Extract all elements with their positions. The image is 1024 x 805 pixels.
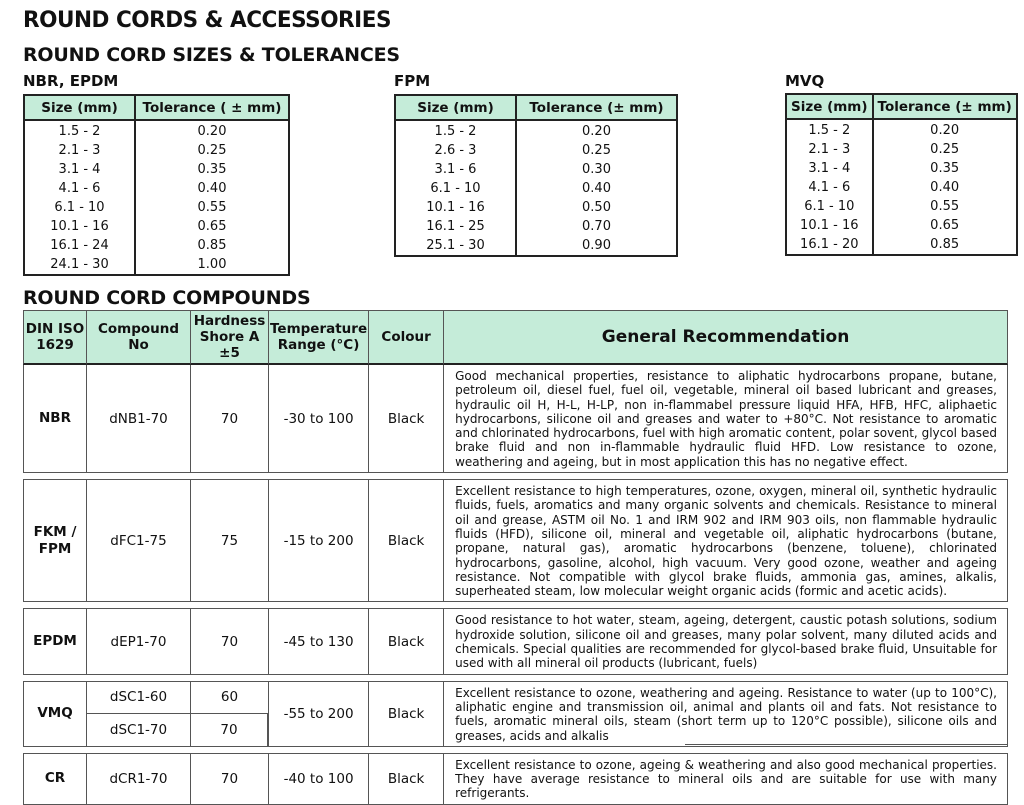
tolerance-cell: 0.90 [516,236,677,256]
table-row [24,141,289,160]
size-cell: 16.1 - 20 [800,237,859,252]
size-cell: 25.1 - 30 [426,238,485,253]
table-row [786,197,1017,216]
tolerance-cell: 0.40 [135,179,289,198]
din-cell: FKM / FPM [23,479,86,602]
table-row [24,198,289,217]
compounds-heading: ROUND CORD COMPOUNDS [23,287,311,309]
size-cell: 16.1 - 25 [426,219,485,234]
tolerance-header: Tolerance ( ± mm) [135,95,289,120]
size-header: Size (mm) [786,94,873,119]
temperature-header: Temperature Range (°C) [268,310,368,365]
size-cell: 10.1 - 16 [800,218,859,233]
colour-cell: Black [368,365,443,473]
table-row [395,179,677,198]
table-row [395,120,677,141]
colour-cell: Black [368,608,443,674]
size-cell: 3.1 - 4 [808,161,851,176]
table-row [24,179,289,198]
table-row [395,141,677,160]
hardness-cell: 70 [190,753,268,805]
tolerance-cell: 0.50 [516,198,677,217]
size-cell: 3.1 - 6 [434,162,477,177]
compound-cell: dEP1-70 [86,608,190,674]
tolerance-cell: 0.55 [135,198,289,217]
table-row [786,159,1017,178]
table-header-row [24,95,289,120]
size-cell: 10.1 - 16 [426,200,485,215]
tolerance-cell: 0.40 [873,178,1017,197]
compound-cell: dSC1-70 [86,714,190,747]
colour-cell: Black [368,681,443,747]
size-cell: 4.1 - 6 [808,180,851,195]
size-cell: 2.1 - 3 [808,142,851,157]
table-row [786,178,1017,197]
tolerance-cell: 0.25 [516,141,677,160]
table-row [24,120,289,141]
tolerance-cell: 0.65 [873,216,1017,235]
nbr-epdm-tolerance-table [23,94,290,276]
tolerance-cell: 1.00 [135,255,289,275]
tolerance-header: Tolerance (± mm) [516,95,677,120]
tolerance-cell: 0.20 [135,120,289,141]
tolerance-cell: 0.65 [135,217,289,236]
table-header-row [23,310,1008,365]
colour-header: Colour [368,310,443,365]
tolerance-cell: 0.35 [873,159,1017,178]
table-header-row [395,95,677,120]
recommendation-cell: Good resistance to hot water, steam, ageing, detergent, caustic potash solutions, sodium hydroxide solution, silicone oil and greases, many polar solvent, many diluted acids and chemicals. Special qualities are recommended for glycol-based brake fluid, Unsuitable for used with all mineral oil products (lubricant, fuels) [443,608,1008,674]
table-row [395,236,677,256]
table-row [23,608,1008,674]
size-cell: 1.5 - 2 [434,124,477,139]
size-cell: 6.1 - 10 [54,200,105,215]
din-cell: CR [23,753,86,805]
recommendation-cell: Excellent resistance to ozone, weathering and ageing. Resistance to water (up to 100°C), aliphatic engine and transmission oil, animal and plants oil and fats. Not resistance to fuels, aromatic mineral oils, steam (short term up to 120°C possible), silicone oils and greases, acids and alkalis [443,681,1008,747]
size-header: Size (mm) [24,95,135,120]
fpm-label: FPM [394,72,431,90]
size-cell: 6.1 - 10 [804,199,855,214]
size-cell: 3.1 - 4 [58,162,101,177]
table-row [24,160,289,179]
table-row [395,217,677,236]
table-row [24,255,289,275]
table-row [23,479,1008,602]
compound-cell: dNB1-70 [86,365,190,473]
table-row [786,235,1017,255]
size-cell: 24.1 - 30 [50,257,109,272]
compounds-table [23,310,1008,805]
size-cell: 16.1 - 24 [50,238,109,253]
tolerance-cell: 0.85 [135,236,289,255]
size-cell: 1.5 - 2 [58,124,101,139]
tolerance-cell: 0.40 [516,179,677,198]
hardness-cell: 70 [190,714,268,747]
tolerance-cell: 0.20 [873,119,1017,140]
table-row [395,160,677,179]
temperature-cell: -15 to 200 [268,479,368,602]
table-row [23,681,1008,714]
hardness-cell: 70 [190,365,268,473]
colour-cell: Black [368,753,443,805]
temperature-cell: -40 to 100 [268,753,368,805]
size-cell: 2.1 - 3 [58,143,101,158]
recommendation-cell: Excellent resistance to high temperatures, ozone, oxygen, mineral oil, synthetic hydraulic fluids, fuels, aromatics and many organic solvents and chemicals. Resistance to mineral oil and grease, ASTM oil No. 1 and IRM 902 and IRM 903 oils, non flammable hydraulic fluids (HFD), silicone oil, mineral and vegetable oil, aliphatic hydrocarbons (butane, propane, natural gas), aromatic hydrocarbons (benzene, toluene), chlorinated hydrocarbons, gasoline, alcohol, high vacuum. Very good ozone, weather and ageing resistance. Not compatible with glycol brake fluids, ammonia gas, amines, alkalis, superheated steam, low molecular weight organic acids (formic and acetic acids). [443,479,1008,602]
sizes-heading: ROUND CORD SIZES & TOLERANCES [23,44,400,66]
table-row [23,753,1008,805]
din-cell: EPDM [23,608,86,674]
din-cell: NBR [23,365,86,473]
table-row [786,140,1017,159]
hardness-header: Hardness Shore A ±5 [190,310,268,365]
colour-cell: Black [368,479,443,602]
temperature-cell: -30 to 100 [268,365,368,473]
page-title: ROUND CORDS & ACCESSORIES [23,8,391,33]
tolerance-cell: 0.20 [516,120,677,141]
size-cell: 10.1 - 16 [50,219,109,234]
table-row [24,217,289,236]
tolerance-cell: 0.25 [873,140,1017,159]
size-header: Size (mm) [395,95,516,120]
recommendation-header: General Recommendation [443,310,1008,365]
tolerance-cell: 0.30 [516,160,677,179]
tolerance-cell: 0.35 [135,160,289,179]
hardness-cell: 75 [190,479,268,602]
din-cell: VMQ [23,681,86,747]
tolerance-cell: 0.55 [873,197,1017,216]
compound-header: Compound No [86,310,190,365]
size-cell: 4.1 - 6 [58,181,101,196]
size-cell: 6.1 - 10 [430,181,481,196]
recommendation-cell: Good mechanical properties, resistance to aliphatic hydrocarbons propane, butane, petroleum oil, diesel fuel, fuel oil, vegetable, mineral oil based lubricant and greases, hydraulic oil H, H-L, H-LP, non in-flammabel pressure liquid HFA, HFB, HFC, aliphaetic hydrocarbons, silicone oil and greases and water to +80°C. Not resistance to aromatic and chlorinated hydrocarbons, fuel with high aromatic content, polar sovent, glycol based brake fluid and non in-flammable hydraulic fluid HFD. Low resistance to ozone, weathering and ageing, but in most application this has no negative effect. [443,365,1008,473]
hardness-cell: 60 [190,681,268,714]
table-row [786,119,1017,140]
compound-cell: dCR1-70 [86,753,190,805]
mvq-label: MVQ [785,72,825,90]
tolerance-cell: 0.25 [135,141,289,160]
table-row [395,198,677,217]
size-cell: 1.5 - 2 [808,123,851,138]
table-row [786,216,1017,235]
table-row [23,365,1008,473]
tolerance-header: Tolerance (± mm) [873,94,1017,119]
nbr-epdm-label: NBR, EPDM [23,72,119,90]
table-header-row [786,94,1017,119]
table-row [24,236,289,255]
fpm-tolerance-table [394,94,678,257]
temperature-cell: -45 to 130 [268,608,368,674]
tolerance-cell: 0.70 [516,217,677,236]
mvq-tolerance-table [785,93,1018,256]
hardness-cell: 70 [190,608,268,674]
din-header: DIN ISO 1629 [23,310,86,365]
footer-divider [685,744,1007,745]
tolerance-cell: 0.85 [873,235,1017,255]
compound-cell: dFC1-75 [86,479,190,602]
size-cell: 2.6 - 3 [434,143,477,158]
recommendation-cell: Excellent resistance to ozone, ageing & weathering and also good mechanical properties. They have average resistance to mineral oils and are suitable for use with many refrigerants. [443,753,1008,805]
temperature-cell: -55 to 200 [268,681,368,747]
compound-cell: dSC1-60 [86,681,190,714]
